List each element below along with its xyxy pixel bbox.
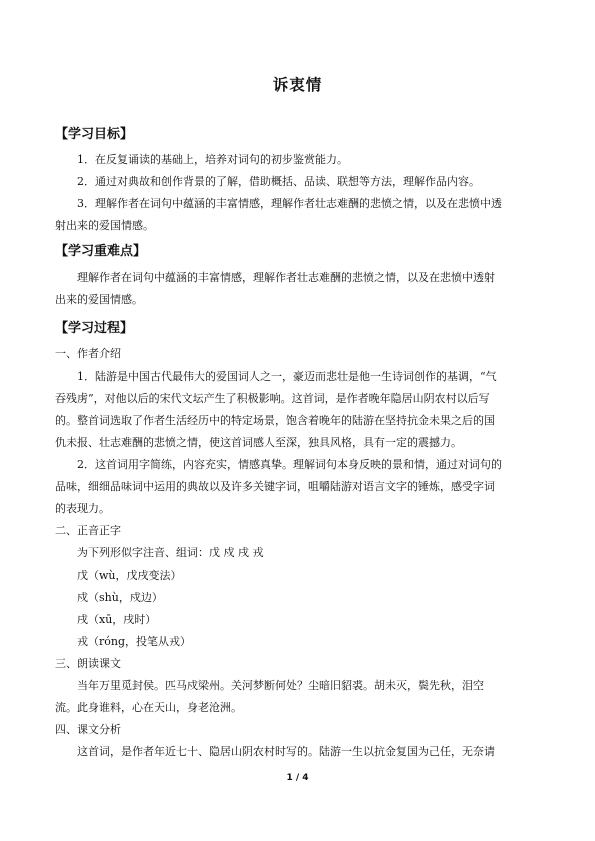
section-heading-process: 【学习过程】 — [55, 321, 134, 336]
analysis-line: 这首词，是作者年近七十、隐居山阴农村时写的。陆游一生以抗金复国为己任，无奈请 — [77, 745, 495, 758]
goal-line: 2．通过对典故和创作背景的了解，借助概括、品读、联想等方法，理解作品内容。 — [77, 175, 480, 188]
reading-line: 当年万里觅封侯。匹马戍梁州。关河梦断何处？尘暗旧貂裘。胡未灭，鬓先秋，泪空 — [77, 679, 484, 692]
subsection-heading-author: 一、作者介绍 — [55, 347, 121, 360]
page-title: 诉衷情 — [272, 76, 323, 94]
subsection-heading-reading: 三、朗读课文 — [55, 657, 121, 670]
section-heading-keypoints: 【学习重难点】 — [55, 244, 147, 259]
section-heading-goals: 【学习目标】 — [55, 127, 134, 142]
author-line: 吞残虏”，对他以后的宋代文坛产生了积极影响。这首词，是作者晚年隐居山阴农村以后写 — [55, 392, 490, 405]
subsection-heading-pronunciation: 二、正音正字 — [55, 524, 121, 537]
author-line: 品味，细细品味词中运用的典故以及许多关键字词，咀嚼陆游对语言文字的锤炼，感受字词 — [55, 480, 495, 493]
author-line: 1．陆游是中国古代最伟大的爱国词人之一，豪迈而悲壮是他一生诗词创作的基调，“气 — [77, 370, 497, 383]
author-line: 的表现力。 — [55, 502, 110, 515]
author-line: 仇未报、壮志难酬的悲愤之情，使这首词感人至深，独具风格，具有一定的震撼力。 — [55, 436, 462, 449]
goal-line: 1．在反复诵读的基础上，培养对词句的初步鉴赏能力。 — [77, 153, 348, 166]
pronunciation-line: 戍（shù，戍边） — [77, 591, 163, 604]
reading-line: 流。此身谁料，心在天山，身老沧洲。 — [55, 701, 242, 714]
goal-line: 3．理解作者在词句中蕴涵的丰富情感，理解作者壮志难酬的悲愤之情，以及在悲愤中透 — [77, 197, 502, 210]
pronunciation-line: 戊（wù，戊戌变法） — [77, 569, 182, 582]
pronunciation-line: 戎（róng，投笔从戎） — [77, 635, 192, 648]
keypoint-line: 理解作者在词句中蕴涵的丰富情感，理解作者壮志难酬的悲愤之情，以及在悲愤中透射 — [77, 271, 495, 284]
subsection-heading-analysis: 四、课文分析 — [55, 723, 121, 736]
pronunciation-line: 为下列形似字注音、组词：戊 戍 戌 戎 — [77, 546, 264, 559]
author-line: 的。整首词选取了作者生活经历中的特定场景，饱含着晚年的陆游在坚持抗金未果之后的国 — [55, 414, 495, 427]
author-line: 2．这首词用字简练，内容充实，情感真挚。理解词句本身反映的景和情，通过对词句的 — [77, 458, 502, 471]
keypoint-line: 出来的爱国情感。 — [55, 293, 143, 306]
page-number: 1 / 4 — [286, 773, 309, 783]
pronunciation-line: 戌（xū，戌时） — [77, 613, 157, 626]
goal-line: 射出来的爱国情感。 — [55, 219, 154, 232]
